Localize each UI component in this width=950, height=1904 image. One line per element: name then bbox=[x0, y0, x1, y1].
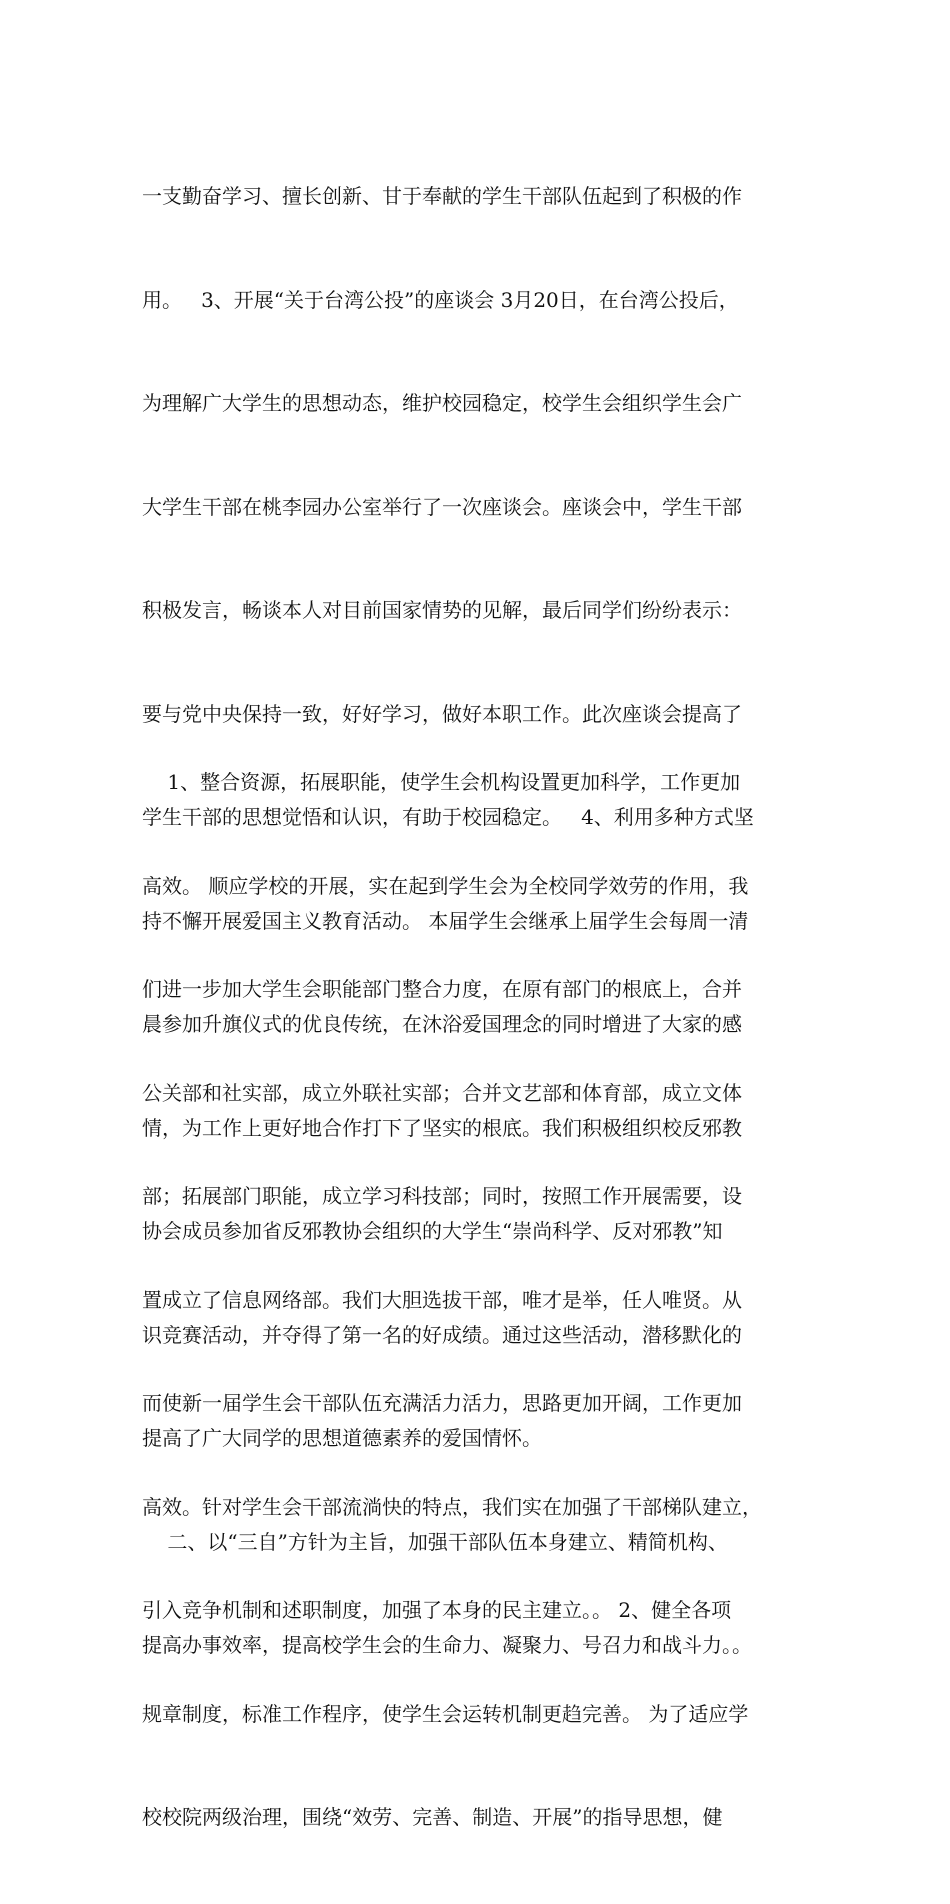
text-line: 置成立了信息网络部。我们大胆选拔干部，唯才是举，任人唯贤。从 bbox=[142, 1287, 742, 1312]
text-line: 大学生干部在桃李园办公室举行了一次座谈会。座谈会中，学生干部 bbox=[142, 494, 742, 519]
text-line: 情，为工作上更好地合作打下了坚实的根底。我们积极组织校反邪教 bbox=[142, 1115, 742, 1140]
text-line: 学生干部的思想觉悟和认识，有助于校园稳定。 4、利用多种方式坚 bbox=[142, 805, 754, 829]
text-block-2 bbox=[142, 696, 812, 1904]
text-line: 公关部和社实部，成立外联社实部；合并文艺部和体育部，成立文体 bbox=[142, 1080, 742, 1105]
text-line: 协会成员参加省反邪教协会组织的大学生“崇尚科学、反对邪教”知 bbox=[142, 1219, 723, 1243]
text-line: 高效。 顺应学校的开展，实在起到学生会为全校同学效劳的作用，我 bbox=[142, 873, 749, 898]
text-line: 高效。针对学生会干部流淌快的特点，我们实在加强了干部梯队建立， bbox=[142, 1494, 762, 1519]
text-line: 引入竞争机制和述职制度，加强了本身的民主建立。。 2、健全各项 bbox=[142, 1598, 732, 1622]
text-line: 校校院两级治理，围绕“效劳、完善、制造、开展”的指导思想，健 bbox=[142, 1805, 723, 1829]
text-line: 用。 3、开展“关于台湾公投”的座谈会 3月20日，在台湾公投后， bbox=[142, 287, 739, 312]
text-line: 而使新一届学生会干部队伍充满活力活力，思路更加开阔，工作更加 bbox=[142, 1391, 742, 1415]
text-line: 要与党中央保持一致，好好学习，做好本职工作。此次座谈会提高了 bbox=[142, 701, 742, 726]
text-line: 规章制度，标准工作程序，使学生会运转机制更趋完善。 为了适应学 bbox=[142, 1701, 749, 1726]
text-line: 提高了广大同学的思想道德素养的爱国情怀。 bbox=[142, 1426, 542, 1450]
text-line: 为理解广大学生的思想动态，维护校园稳定，校学生会组织学生会广 bbox=[142, 391, 742, 415]
section-heading-line: 二、以“三自”方针为主旨，加强干部队伍本身建立、精简机构、 bbox=[142, 1529, 728, 1554]
text-line: 积极发言，畅谈本人对目前国家情势的见解，最后同学们纷纷表示： bbox=[142, 598, 742, 622]
text-line: 部；拓展部门职能，成立学习科技部；同时，按照工作开展需要，设 bbox=[142, 1184, 742, 1208]
section-heading-line: 提高办事效率，提高校学生会的生命力、凝聚力、号召力和战斗力。。 bbox=[142, 1633, 752, 1657]
text-line: 晨参加升旗仪式的优良传统，在沐浴爱国理念的同时增进了大家的感 bbox=[142, 1012, 742, 1036]
text-line: 持不懈开展爱国主义教育活动。 本届学生会继承上届学生会每周一清 bbox=[142, 908, 749, 933]
text-line: 识竞赛活动，并夺得了第一名的好成绩。通过这些活动，潜移默化的 bbox=[142, 1322, 742, 1347]
text-line: 一支勤奋学习、擅长创新、甘于奉献的学生干部队伍起到了积极的作 bbox=[142, 184, 742, 208]
text-line: 1、整合资源，拓展职能，使学生会机构设置更加科学，工作更加 bbox=[142, 770, 741, 794]
text-line: 们进一步加大学生会职能部门整合力度，在原有部门的根底上，合并 bbox=[142, 977, 742, 1001]
